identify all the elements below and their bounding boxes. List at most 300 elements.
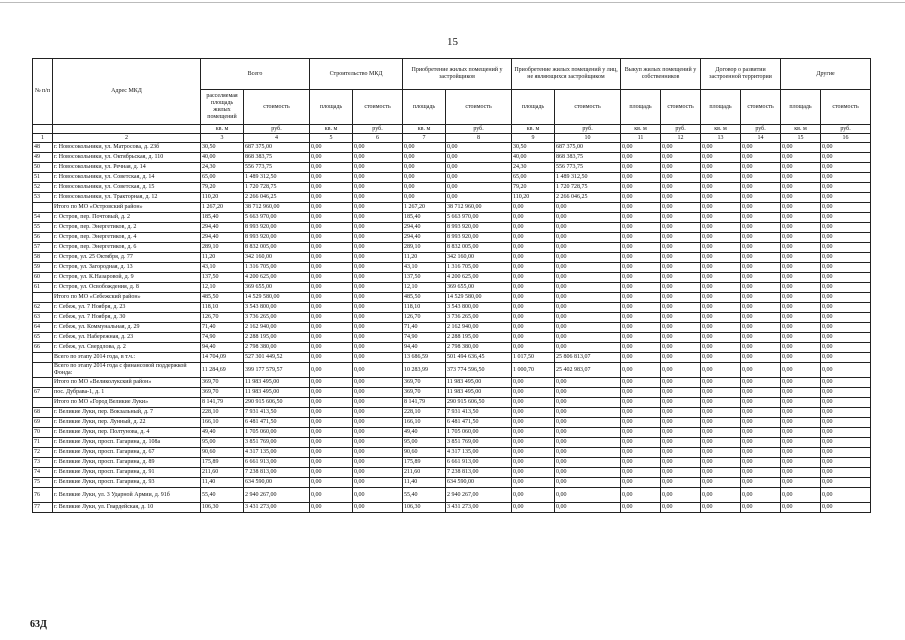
row-value: 0,00: [741, 438, 781, 448]
row-value: 0,00: [310, 223, 353, 233]
row-value: 0,00: [781, 408, 821, 418]
row-value: 95,00: [201, 438, 244, 448]
row-value: 0,00: [661, 438, 701, 448]
row-number: 60: [33, 273, 53, 283]
row-value: 0,00: [353, 273, 403, 283]
row-value: 0,00: [621, 418, 661, 428]
row-value: 49,40: [403, 428, 446, 438]
row-value: 0,00: [701, 468, 741, 478]
row-value: 0,00: [821, 153, 871, 163]
table-row: [33, 363, 871, 378]
row-address: Итого по МО «Город Великие Луки»: [53, 398, 201, 408]
row-value: 0,00: [781, 378, 821, 388]
row-number: 75: [33, 478, 53, 488]
row-number: [33, 293, 53, 303]
row-address: г. Остров, ул. Освобождения, д. 8: [53, 283, 201, 293]
row-value: 0,00: [701, 458, 741, 468]
row-value: 0,00: [512, 223, 555, 233]
column-index: 5: [310, 134, 353, 143]
header-sub: расселяемая площадь жилых помещений: [201, 90, 244, 125]
row-value: 0,00: [310, 438, 353, 448]
row-value: 0,00: [821, 353, 871, 363]
row-value: 501 494 636,45: [446, 353, 512, 363]
row-value: 24,30: [512, 163, 555, 173]
row-number: 59: [33, 263, 53, 273]
row-value: 0,00: [661, 333, 701, 343]
row-value: 369,70: [403, 378, 446, 388]
row-value: 0,00: [512, 388, 555, 398]
row-value: 0,00: [310, 253, 353, 263]
row-value: 0,00: [781, 488, 821, 503]
row-value: 0,00: [781, 153, 821, 163]
row-value: 7 931 413,50: [446, 408, 512, 418]
row-value: 0,00: [512, 273, 555, 283]
row-value: 0,00: [353, 343, 403, 353]
header-unit-blank: [53, 125, 201, 134]
row-value: 0,00: [310, 448, 353, 458]
table-row: [33, 173, 871, 183]
header-sub: стоимость: [741, 90, 781, 125]
row-value: 0,00: [310, 233, 353, 243]
row-address: г. Новосокольники, ул. Матросова, д. 23б: [53, 143, 201, 153]
column-index: 2: [53, 134, 201, 143]
header-sub: стоимость: [821, 90, 871, 125]
row-value: 0,00: [661, 163, 701, 173]
row-address: г. Остров, пер. Энергетиков, д. 4: [53, 233, 201, 243]
row-value: 0,00: [781, 143, 821, 153]
row-value: 0,00: [403, 173, 446, 183]
row-value: 0,00: [781, 503, 821, 513]
row-value: 0,00: [741, 153, 781, 163]
row-value: 0,00: [781, 183, 821, 193]
row-value: 0,00: [781, 293, 821, 303]
row-value: 0,00: [621, 353, 661, 363]
row-address: г. Себеж, ул. 7 Ноября, д. 30: [53, 313, 201, 323]
row-value: 687 375,00: [244, 143, 310, 153]
table-row: [33, 488, 871, 503]
row-value: 0,00: [701, 303, 741, 313]
row-value: 0,00: [781, 418, 821, 428]
row-value: 0,00: [661, 243, 701, 253]
row-value: 8 141,79: [403, 398, 446, 408]
row-value: 0,00: [701, 503, 741, 513]
row-value: 0,00: [512, 203, 555, 213]
row-value: 0,00: [555, 293, 621, 303]
row-value: 0,00: [621, 223, 661, 233]
row-value: 0,00: [821, 428, 871, 438]
row-value: 0,00: [741, 388, 781, 398]
row-value: 185,40: [201, 213, 244, 223]
row-number: [33, 203, 53, 213]
row-value: 0,00: [353, 408, 403, 418]
row-value: 4 317 135,00: [244, 448, 310, 458]
row-value: 0,00: [353, 313, 403, 323]
row-value: 0,00: [741, 143, 781, 153]
row-value: 0,00: [661, 488, 701, 503]
row-address: г. Новосокольники, ул. Советская, д. 15: [53, 183, 201, 193]
row-value: 0,00: [512, 488, 555, 503]
column-index: 4: [244, 134, 310, 143]
row-value: 0,00: [621, 293, 661, 303]
row-value: 25 806 813,07: [555, 353, 621, 363]
row-value: 71,40: [201, 323, 244, 333]
row-value: 369 655,00: [446, 283, 512, 293]
row-address: г. Великие Луки, просп. Гагарина, д. 108а: [53, 438, 201, 448]
row-value: 0,00: [310, 283, 353, 293]
row-value: 369 655,00: [244, 283, 310, 293]
row-value: 6 661 913,00: [244, 458, 310, 468]
row-value: 8 993 920,00: [244, 223, 310, 233]
row-value: 3 851 769,00: [244, 438, 310, 448]
row-value: 0,00: [310, 323, 353, 333]
row-value: 0,00: [621, 503, 661, 513]
row-value: 0,00: [661, 203, 701, 213]
header-group: Договор о развитии застроенной территории: [701, 59, 781, 90]
row-value: 0,00: [781, 193, 821, 203]
row-value: 65,00: [201, 173, 244, 183]
row-value: 0,00: [741, 173, 781, 183]
row-value: 0,00: [821, 408, 871, 418]
row-value: 0,00: [310, 388, 353, 398]
row-value: 40,00: [512, 153, 555, 163]
row-value: 1 000,70: [512, 363, 555, 378]
row-value: 1 267,20: [403, 203, 446, 213]
row-value: 3 851 769,00: [446, 438, 512, 448]
row-value: 1 316 705,00: [446, 263, 512, 273]
row-value: 0,00: [555, 458, 621, 468]
row-value: 0,00: [621, 323, 661, 333]
row-value: 0,00: [353, 378, 403, 388]
row-value: 185,40: [403, 213, 446, 223]
row-value: 0,00: [621, 448, 661, 458]
row-value: 0,00: [701, 293, 741, 303]
row-value: 3 431 273,00: [446, 503, 512, 513]
row-address: г. Себеж, ул. Свердлова, д. 2: [53, 343, 201, 353]
row-value: 0,00: [310, 333, 353, 343]
row-address: г. Великие Луки, просп. Гагарина, д. 89: [53, 458, 201, 468]
row-address: г. Остров, пер. Энергетиков, д. 6: [53, 243, 201, 253]
row-value: 0,00: [310, 313, 353, 323]
row-value: 6 481 471,50: [244, 418, 310, 428]
row-value: 369,70: [403, 388, 446, 398]
row-number: 64: [33, 323, 53, 333]
row-value: 0,00: [403, 163, 446, 173]
row-number: 76: [33, 488, 53, 503]
row-value: 0,00: [353, 183, 403, 193]
table-row: [33, 213, 871, 223]
table-row: [33, 378, 871, 388]
row-value: 0,00: [661, 233, 701, 243]
row-value: 0,00: [741, 333, 781, 343]
row-value: 0,00: [781, 243, 821, 253]
row-value: 0,00: [621, 273, 661, 283]
row-value: 0,00: [741, 428, 781, 438]
header-group: Приобретение жилых помещений у застройщиков: [403, 59, 512, 90]
row-value: 0,00: [403, 183, 446, 193]
row-value: 0,00: [821, 363, 871, 378]
row-value: 0,00: [353, 458, 403, 468]
row-number: 72: [33, 448, 53, 458]
row-address: г. Остров, ул. 25 Октября, д. 77: [53, 253, 201, 263]
row-value: 0,00: [741, 213, 781, 223]
header-sub: стоимость: [555, 90, 621, 125]
row-value: 3 543 800,00: [446, 303, 512, 313]
row-value: 0,00: [555, 468, 621, 478]
row-value: 0,00: [701, 153, 741, 163]
row-value: 0,00: [555, 408, 621, 418]
row-value: 2 162 940,00: [244, 323, 310, 333]
row-number: [33, 353, 53, 363]
table-row: [33, 333, 871, 343]
table-row: [33, 418, 871, 428]
row-value: 0,00: [661, 313, 701, 323]
row-value: 0,00: [555, 263, 621, 273]
row-value: 0,00: [621, 283, 661, 293]
row-value: 0,00: [781, 303, 821, 313]
row-value: 0,00: [701, 378, 741, 388]
column-index: 14: [741, 134, 781, 143]
row-value: 3 736 265,00: [244, 313, 310, 323]
row-value: 0,00: [701, 398, 741, 408]
row-value: 0,00: [781, 343, 821, 353]
header-unit: кв. м: [621, 125, 661, 134]
row-value: 373 774 596,50: [446, 363, 512, 378]
row-value: 0,00: [661, 153, 701, 163]
row-value: 0,00: [403, 143, 446, 153]
row-value: 0,00: [353, 363, 403, 378]
row-value: 342 160,00: [446, 253, 512, 263]
row-value: 0,00: [310, 183, 353, 193]
row-value: 0,00: [446, 163, 512, 173]
row-number: 57: [33, 243, 53, 253]
row-value: 43,10: [201, 263, 244, 273]
page-number: 15: [447, 36, 458, 48]
row-value: 90,60: [201, 448, 244, 458]
row-number: 52: [33, 183, 53, 193]
row-value: 0,00: [310, 458, 353, 468]
row-value: 0,00: [512, 243, 555, 253]
row-value: 10 283,99: [403, 363, 446, 378]
row-value: 24,30: [201, 163, 244, 173]
row-value: 0,00: [353, 333, 403, 343]
row-value: 126,70: [403, 313, 446, 323]
header-unit: руб.: [446, 125, 512, 134]
row-value: 0,00: [555, 503, 621, 513]
row-value: 0,00: [741, 378, 781, 388]
row-value: 0,00: [741, 263, 781, 273]
row-value: 0,00: [555, 438, 621, 448]
column-index: 1: [33, 134, 53, 143]
row-value: 0,00: [310, 293, 353, 303]
row-value: 0,00: [701, 243, 741, 253]
row-value: 0,00: [701, 273, 741, 283]
row-value: 0,00: [310, 263, 353, 273]
header-group: Другие: [781, 59, 871, 90]
column-index: 7: [403, 134, 446, 143]
header-group: Приобретение жилых помещений у лиц, не являющихся застройщиком: [512, 59, 621, 90]
row-value: 0,00: [555, 333, 621, 343]
row-address: Всего по этапу 2014 года с финансовой поддержкой Фонда:: [53, 363, 201, 378]
table-row: [33, 313, 871, 323]
row-value: 0,00: [821, 183, 871, 193]
row-value: 0,00: [821, 303, 871, 313]
row-value: 0,00: [555, 418, 621, 428]
row-value: 2 266 046,25: [244, 193, 310, 203]
row-value: 0,00: [512, 378, 555, 388]
row-value: 556 773,75: [555, 163, 621, 173]
row-value: 0,00: [512, 263, 555, 273]
row-value: 0,00: [310, 503, 353, 513]
row-value: 0,00: [621, 438, 661, 448]
row-value: 8 832 005,00: [446, 243, 512, 253]
row-value: 11,40: [403, 478, 446, 488]
header-sub: площадь: [701, 90, 741, 125]
row-value: 0,00: [821, 478, 871, 488]
row-value: 0,00: [821, 398, 871, 408]
row-address: г. Остров, пер. Энергетиков, д. 2: [53, 223, 201, 233]
row-value: 126,70: [201, 313, 244, 323]
row-value: 0,00: [555, 388, 621, 398]
row-value: 0,00: [310, 303, 353, 313]
row-value: 0,00: [781, 363, 821, 378]
row-number: 77: [33, 503, 53, 513]
row-value: 0,00: [661, 363, 701, 378]
table-row: [33, 428, 871, 438]
row-value: 0,00: [512, 458, 555, 468]
row-value: 0,00: [403, 193, 446, 203]
row-value: 90,60: [403, 448, 446, 458]
row-value: 0,00: [741, 323, 781, 333]
row-address: г. Новосокольники, ул. Советская, д. 14: [53, 173, 201, 183]
row-number: 65: [33, 333, 53, 343]
row-address: г. Остров, пер. Почтовый, д. 2: [53, 213, 201, 223]
row-address: г. Остров, ул. Загородная, д. 13: [53, 263, 201, 273]
row-value: 8 993 920,00: [446, 233, 512, 243]
row-value: 0,00: [353, 173, 403, 183]
row-value: 294,40: [201, 233, 244, 243]
row-value: 95,00: [403, 438, 446, 448]
row-value: 485,50: [201, 293, 244, 303]
row-value: 0,00: [353, 323, 403, 333]
row-value: 0,00: [701, 343, 741, 353]
row-value: 0,00: [661, 378, 701, 388]
row-value: 369,70: [201, 388, 244, 398]
row-value: 8 993 920,00: [244, 233, 310, 243]
table-row: [33, 458, 871, 468]
row-value: 0,00: [512, 343, 555, 353]
row-value: 0,00: [701, 418, 741, 428]
row-value: 94,40: [201, 343, 244, 353]
header-address: Адрес МКД: [53, 59, 201, 125]
row-value: 2 288 195,00: [244, 333, 310, 343]
table-row: [33, 253, 871, 263]
row-number: 73: [33, 458, 53, 468]
row-value: 0,00: [821, 313, 871, 323]
row-value: 0,00: [512, 313, 555, 323]
row-value: 0,00: [781, 213, 821, 223]
row-address: Итого по МО «Островский район»: [53, 203, 201, 213]
row-value: 0,00: [310, 273, 353, 283]
row-value: 0,00: [661, 303, 701, 313]
row-value: 556 773,75: [244, 163, 310, 173]
row-value: 0,00: [661, 458, 701, 468]
row-address: Итого по МО «Великолукский район»: [53, 378, 201, 388]
row-value: 38 712 960,00: [446, 203, 512, 213]
row-number: [33, 378, 53, 388]
row-value: 0,00: [353, 418, 403, 428]
column-index: 9: [512, 134, 555, 143]
row-value: 71,40: [403, 323, 446, 333]
column-index: 10: [555, 134, 621, 143]
row-value: 0,00: [555, 343, 621, 353]
row-value: 0,00: [310, 478, 353, 488]
row-value: 1 705 060,00: [446, 428, 512, 438]
row-value: 118,10: [403, 303, 446, 313]
row-value: 0,00: [821, 213, 871, 223]
row-value: 0,00: [821, 173, 871, 183]
row-value: 166,10: [201, 418, 244, 428]
row-value: 0,00: [621, 468, 661, 478]
row-value: 0,00: [701, 263, 741, 273]
row-number: 66: [33, 343, 53, 353]
row-value: 0,00: [821, 418, 871, 428]
header-unit: кв. м: [403, 125, 446, 134]
row-value: 0,00: [353, 213, 403, 223]
row-address: г. Себеж, ул. Набережная, д. 23: [53, 333, 201, 343]
row-value: 0,00: [781, 273, 821, 283]
row-value: 0,00: [701, 173, 741, 183]
row-value: 0,00: [512, 253, 555, 263]
row-value: 11 284,69: [201, 363, 244, 378]
row-number: 71: [33, 438, 53, 448]
row-value: 0,00: [741, 353, 781, 363]
row-value: 0,00: [512, 503, 555, 513]
row-address: г. Великие Луки, пер. Вокзальный, д. 7: [53, 408, 201, 418]
row-value: 0,00: [701, 353, 741, 363]
row-value: 0,00: [621, 363, 661, 378]
row-value: 0,00: [512, 213, 555, 223]
row-value: 0,00: [512, 478, 555, 488]
table-row: [33, 303, 871, 313]
header-sub: площадь: [781, 90, 821, 125]
row-value: 0,00: [310, 398, 353, 408]
row-value: 0,00: [310, 203, 353, 213]
row-value: 0,00: [661, 388, 701, 398]
row-value: 0,00: [701, 183, 741, 193]
row-address: г. Великие Луки, просп. Гагарина, д. 93: [53, 478, 201, 488]
row-value: 485,50: [403, 293, 446, 303]
row-address: г. Великие Луки, просп. Гагарина, д. 67: [53, 448, 201, 458]
table-row: [33, 343, 871, 353]
row-value: 0,00: [781, 353, 821, 363]
row-value: 0,00: [310, 213, 353, 223]
row-value: 634 590,00: [244, 478, 310, 488]
row-value: 110,20: [512, 193, 555, 203]
header-unit: руб.: [821, 125, 871, 134]
row-value: 11 983 495,00: [244, 378, 310, 388]
row-address: г. Остров, ул. К.Назаровой, д. 9: [53, 273, 201, 283]
row-value: 0,00: [701, 233, 741, 243]
row-value: 0,00: [781, 263, 821, 273]
row-value: 0,00: [512, 333, 555, 343]
table-row: [33, 263, 871, 273]
row-value: 342 160,00: [244, 253, 310, 263]
table-row: [33, 233, 871, 243]
row-value: 0,00: [621, 153, 661, 163]
column-index: 15: [781, 134, 821, 143]
header-group: Всего: [201, 59, 310, 90]
row-value: 5 663 970,00: [446, 213, 512, 223]
